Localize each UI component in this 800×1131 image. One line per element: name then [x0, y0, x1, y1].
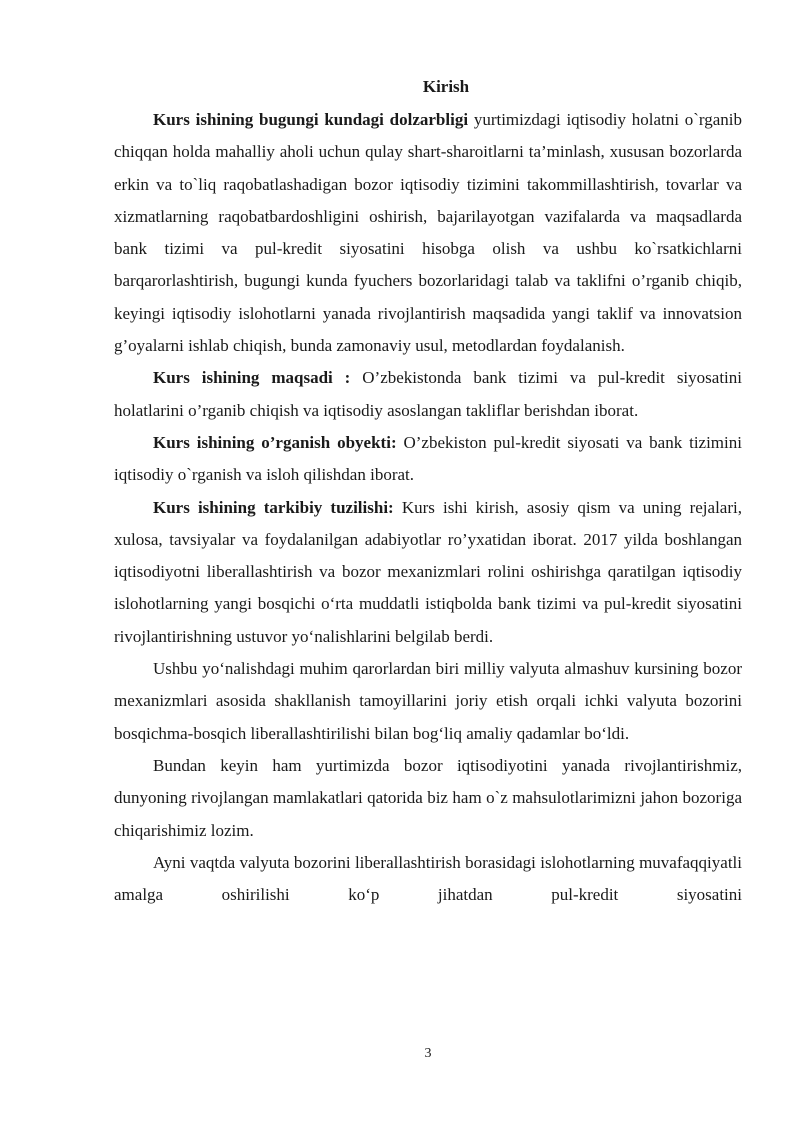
paragraph-text: Bundan keyin ham yurtimizda bozor iqtisodiyotini yanada rivojlantirishmiz, dunyoning rivojlangan mamlakatlari qatorida biz ham o`z mahsulotlarimizni jahon bozoriga chiqarishimiz lozim. [114, 755, 742, 840]
page-number: 3 [424, 1046, 432, 1061]
paragraph-liberalization [114, 847, 742, 912]
paragraph-currency [114, 653, 742, 750]
paragraph-lead: Kurs ishining o’rganish obyekti: [153, 432, 397, 452]
paragraph-lead: Kurs ishining bugungi kundagi dolzarbligi [153, 110, 469, 129]
paragraph-development [114, 750, 742, 847]
paragraph-object [114, 427, 742, 492]
paragraph-lead: Kurs ishining tarkibiy tuzilishi: [153, 497, 394, 517]
paragraph-text: O’zbekistonda bank tizimi va pul-kredit siyosatini holatlarini o’rganib chiqish va iqtisodiy asoslangan takliflar berishdan iborat. [114, 368, 742, 420]
paragraph-text: yurtimizdagi iqtisodiy holatni o`rganib chiqqan holda mahalliy aholi uchun qulay shart-sharoitlarni ta’minlash, xususan bozorlarda erkin va to`liq raqobatlashadigan bozor iqtisodiy tizimini takommillashtirish, tovarlar va xizmatlarning raqobatbardoshligini oshirish, bajarilayotgan vazifalarda va maqsadlarda bank tizimi va pul-kredit siyosatini hisobga olish va ushbu ko`rsatkichlarni barqarorlashtirish, bugungi kunda fyuchers bozorlaridagi talab va taklifni o’rganib chiqib, keyingi iqtisodiy islohotlarni yanada rivojlantirish maqsadida yangi taklif va innovatsion g’oyalarni ishlab chiqish, bunda zamonaviy usul, metodlardan foydalanish. [114, 110, 742, 356]
document-page [114, 74, 742, 911]
section-title: Kirish [422, 77, 470, 96]
paragraph-lead: Kurs ishining maqsadi : [153, 368, 351, 388]
paragraph-text: Ayni vaqtda valyuta bozorini liberallashtirish borasidagi islohotlarning muvafaqqiyatli amalga oshirilishi ko‘p jihatdan pul-kredit siyosatini [114, 852, 742, 905]
paragraph-text: Ushbu yo‘nalishdagi muhim qarorlardan biri milliy valyuta almashuv kursining bozor mexanizmlari asosida shakllanish tamoyillarini joriy etish orqali ichki valyuta bozorini bosqichma-bosqich liberallashtirilishi bilan bog‘liq amaliy qadamlar bo‘ldi. [114, 659, 742, 743]
paragraph-structure [114, 492, 742, 653]
paragraph-relevance [114, 104, 742, 362]
paragraph-text: Kurs ishi kirish, asosiy qism va uning rejalari, xulosa, tavsiyalar va foydalanilgan adabiyotlar ro’yxatidan iborat. 2017 yilda boshlangan iqtisodiyotni liberallashtirish va bozor mexanizmlari rolini oshirishga qaratilgan iqtisodiy islohotlarning yangi bosqichi o‘rta muddatli istiqbolda bank tizimi va pul-kredit siyosatini rivojlantirishning ustuvor yo‘nalishlarini belgilab berdi. [114, 497, 742, 646]
paragraph-goal [114, 362, 742, 427]
paragraph-text: O’zbekiston pul-kredit siyosati va bank tizimini iqtisodiy o`rganish va isloh qilishdan iborat. [114, 432, 742, 485]
